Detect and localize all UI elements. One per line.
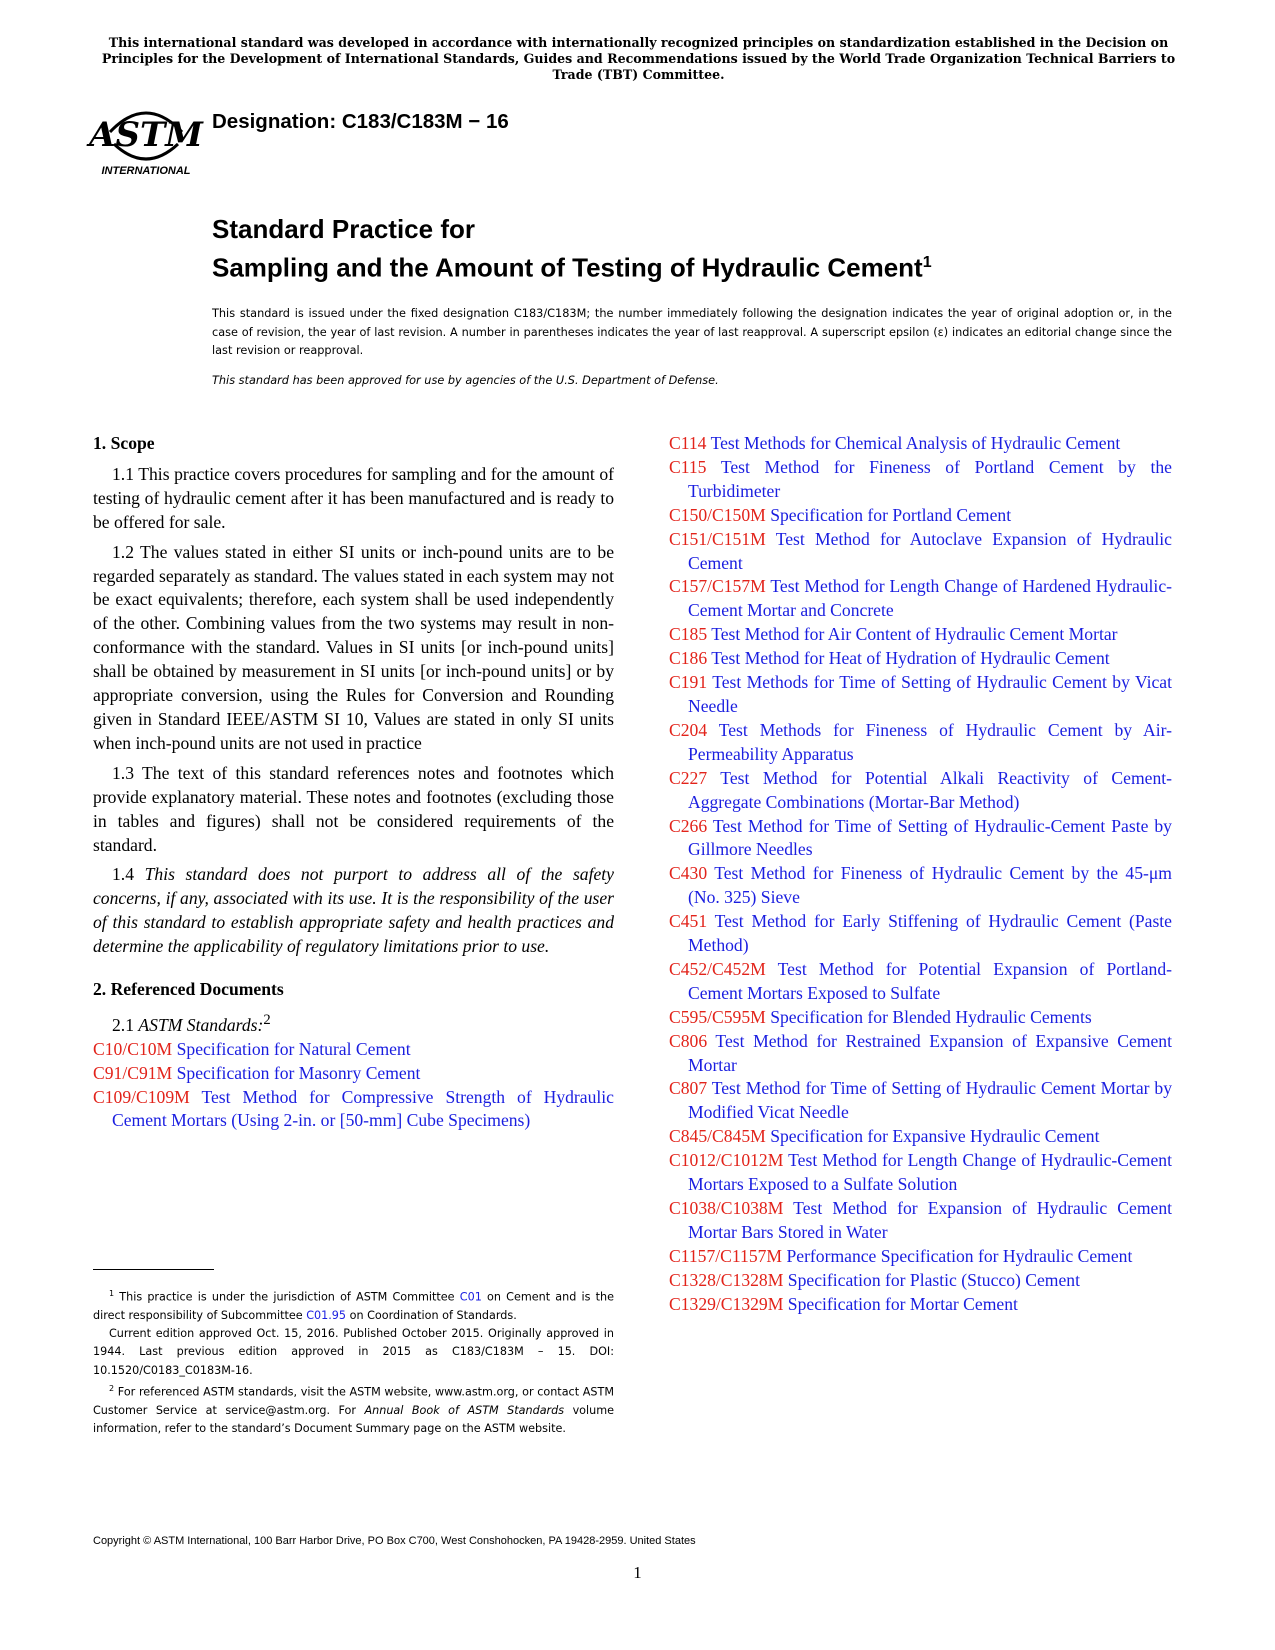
footnote-2-text-2: volume information, refer to the standard’s Document Summary page on the ASTM website.: [93, 1403, 615, 1435]
designation: Designation: C183/C183M − 16: [212, 110, 509, 133]
reference-code-link[interactable]: C266: [669, 815, 708, 836]
footnote-1-text: This practice is under the jurisdiction of ASTM Committee: [119, 1290, 455, 1304]
reference-title-link[interactable]: Test Method for Fineness of Portland Cement by the Turbidimeter: [688, 456, 1172, 501]
reference-title-link[interactable]: Test Method for Compressive Strength of Hydraulic Cement Mortars (Using 2-in. or [50-mm] Cube Specimens): [112, 1086, 614, 1131]
reference-title-link[interactable]: Test Method for Time of Setting of Hydraulic Cement Mortar by Modified Vicat Needle: [688, 1078, 1172, 1123]
reference-item: [669, 1269, 1172, 1293]
paragraph-1-4: [93, 863, 614, 959]
paragraph-1-4-text: This standard does not purport to address all of the safety concerns, if any, associated with its use. It is the responsibility of the user of this standard to establish appropriate safety and health practices and determine the applicability of regulatory limitations prior to use.: [93, 864, 614, 957]
reference-item: [93, 1086, 614, 1134]
footnote-2-italic: Annual Book of ASTM Standards: [364, 1403, 565, 1417]
footnote-divider: [93, 1269, 214, 1270]
reference-item: [669, 815, 1172, 863]
reference-title-link[interactable]: Specification for Mortar Cement: [787, 1293, 1018, 1314]
reference-code-link[interactable]: C452/C452M: [669, 958, 766, 979]
svg-text:ASTM: ASTM: [89, 115, 203, 155]
reference-item: [669, 1245, 1172, 1269]
reference-title-link[interactable]: Test Method for Expansion of Hydraulic Cement Mortar Bars Stored in Water: [688, 1198, 1172, 1242]
title-main: Sampling and the Amount of Testing of Hydraulic Cement: [212, 252, 923, 283]
reference-title-link[interactable]: Test Methods for Chemical Analysis of Hydraulic Cement: [710, 433, 1121, 453]
intro-note: This standard is issued under the fixed designation C183/C183M; the number immediately following the designation indicates the year of original adoption or, in the case of revision, the year of last revision. A number in parentheses indicates the year of last reapproval. A superscript epsilon (ε) indicates an editorial change since the last revision or reapproval.: [212, 307, 1172, 357]
footnote-1-text-2: on Cement and is the direct responsibility of Subcommittee: [93, 1290, 614, 1322]
reference-code-link[interactable]: C451: [669, 911, 708, 932]
reference-code-link[interactable]: C115: [669, 456, 707, 477]
reference-code-link[interactable]: C204: [669, 719, 708, 740]
reference-item: [669, 432, 1172, 456]
reference-code-link[interactable]: C10/C10M: [93, 1038, 173, 1059]
astm-logo: [89, 88, 203, 180]
reference-list-right: [669, 432, 1172, 1317]
reference-code-link[interactable]: C91/C91M: [93, 1062, 173, 1083]
reference-code-link[interactable]: C806: [669, 1030, 708, 1051]
reference-title-link[interactable]: Specification for Natural Cement: [176, 1038, 411, 1059]
reference-title-link[interactable]: Test Method for Potential Alkali Reactivity of Cement-Aggregate Combinations (Mortar-Bar Method): [688, 767, 1172, 812]
reference-item: [93, 1062, 614, 1086]
reference-title-link[interactable]: Test Method for Potential Expansion of Portland-Cement Mortars Exposed to Sulfate: [688, 958, 1172, 1003]
reference-code-link[interactable]: C595/C595M: [669, 1006, 766, 1027]
reference-title-link[interactable]: Test Method for Time of Setting of Hydraulic-Cement Paste by Gillmore Needles: [688, 815, 1172, 860]
reference-code-link[interactable]: C845/C845M: [669, 1126, 766, 1147]
reference-item: [669, 647, 1172, 671]
reference-title-link[interactable]: Test Method for Autoclave Expansion of Hydraulic Cement: [688, 528, 1172, 573]
reference-item: [669, 1030, 1172, 1078]
reference-item: [669, 767, 1172, 815]
section-2-heading: 2. Referenced Documents: [93, 979, 284, 1000]
reference-item: [93, 1038, 614, 1062]
footnote-2-mark: 2: [109, 1383, 115, 1393]
reference-item: [669, 1197, 1172, 1245]
reference-title-link[interactable]: Specification for Masonry Cement: [176, 1062, 421, 1083]
reference-item: [669, 456, 1172, 504]
section-1-heading: 1. Scope: [93, 433, 155, 453]
reference-code-link[interactable]: C1329/C1329M: [669, 1293, 784, 1314]
reference-code-link[interactable]: C430: [669, 863, 708, 884]
reference-item: [669, 910, 1172, 958]
paragraph-1-1: 1.1 This practice covers procedures for sampling and for the amount of testing of hydraulic cement after it has been manufactured and is ready to be offered for sale.: [93, 463, 614, 532]
reference-code-link[interactable]: C109/C109M: [93, 1086, 190, 1107]
reference-item: [669, 671, 1172, 719]
svg-text:INTERNATIONAL: INTERNATIONAL: [101, 165, 191, 177]
reference-item: [669, 862, 1172, 910]
reference-item: [669, 1125, 1172, 1149]
reference-code-link[interactable]: C1012/C1012M: [669, 1150, 784, 1171]
reference-item: [669, 1006, 1172, 1030]
footnote-2: [93, 1380, 614, 1438]
subsection-2-1: [93, 1009, 614, 1038]
footnote-1: [93, 1285, 614, 1325]
paragraph-1-2: 1.2 The values stated in either SI units or inch-pound units are to be regarded separately as standard. The values stated in each system may not be exact equivalents; therefore, each system shall be used independently of the other. Combining values from the two systems may result in non-conformance with the standard. Values in SI units [or inch-pound units] shall be obtained by measurement in SI units [or inch-pound units] or by appropriate conversion, using the Rules for Conversion and Rounding given in Standard IEEE/ASTM SI 10, Values are stated in only SI units when inch-pound units are not used in practice: [93, 541, 614, 753]
reference-title-link[interactable]: Performance Specification for Hydraulic Cement: [786, 1245, 1133, 1266]
reference-code-link[interactable]: C1328/C1328M: [669, 1269, 784, 1290]
reference-item: [669, 623, 1172, 647]
footnotes: [93, 1285, 614, 1438]
reference-item: [669, 719, 1172, 767]
reference-code-link[interactable]: C227: [669, 767, 708, 788]
reference-title-link[interactable]: Specification for Plastic (Stucco) Cement: [787, 1269, 1080, 1290]
reference-title-link[interactable]: Test Method for Length Change of Hydraulic-Cement Mortars Exposed to a Sulfate Solution: [688, 1150, 1172, 1195]
reference-title-link[interactable]: Test Method for Air Content of Hydraulic Cement Mortar: [711, 624, 1118, 645]
reference-code-link[interactable]: C807: [669, 1078, 708, 1099]
reference-title-link[interactable]: Test Method for Heat of Hydration of Hydraulic Cement: [711, 648, 1110, 669]
dod-approval-note: This standard has been approved for use by agencies of the U.S. Department of Defense.: [212, 374, 719, 387]
reference-item: [669, 575, 1172, 623]
subsection-2-1-footnote-mark: 2: [263, 1011, 271, 1028]
reference-code-link[interactable]: C1038/C1038M: [669, 1198, 784, 1218]
reference-item: [669, 528, 1172, 576]
reference-item: [669, 1293, 1172, 1317]
paragraph-1-3: 1.3 The text of this standard references notes and footnotes which provide explanatory material. These notes and footnotes (excluding those in tables and figures) shall not be considered requirements of the standard.: [93, 762, 614, 855]
reference-item: [669, 958, 1172, 1006]
reference-title-link[interactable]: Specification for Blended Hydraulic Cements: [770, 1006, 1092, 1027]
paragraph-1-4-number: 1.4: [112, 864, 134, 885]
reference-code-link[interactable]: C150/C150M: [669, 504, 766, 525]
reference-list-left: [93, 1038, 614, 1134]
reference-title-link[interactable]: Test Method for Early Stiffening of Hydraulic Cement (Paste Method): [688, 911, 1172, 956]
footnote-1-text-3: on Coordination of Standards.: [349, 1308, 517, 1322]
reference-title-link[interactable]: Specification for Expansive Hydraulic Cement: [770, 1126, 1100, 1147]
subcommittee-link[interactable]: C01.95: [306, 1308, 347, 1322]
document-title: [212, 213, 932, 285]
reference-title-link[interactable]: Test Methods for Time of Setting of Hydraulic Cement by Vicat Needle: [688, 672, 1172, 716]
footnote-1-mark: 1: [109, 1289, 115, 1298]
copyright-notice: Copyright © ASTM International, 100 Barr Harbor Drive, PO Box C700, West Conshohocken, PA 19428-2959. United States: [93, 1535, 696, 1547]
reference-title-link[interactable]: Specification for Portland Cement: [770, 504, 1012, 525]
reference-code-link[interactable]: C1157/C1157M: [669, 1245, 783, 1266]
reference-item: [669, 1149, 1172, 1197]
title-line-2: [212, 246, 932, 285]
reference-code-link[interactable]: C151/C151M: [669, 528, 766, 549]
title-footnote-mark: 1: [922, 254, 932, 271]
reference-code-link[interactable]: C185: [669, 624, 708, 645]
subsection-2-1-number: 2.1: [112, 1014, 134, 1035]
wto-banner: This international standard was developed in accordance with internationally recognized principles on standardization established in the Decision on Principles for the Development of International Standards, Guides and Recommendations issued by the World Trade Organization Technical Barriers to Trade (TBT) Committee.: [101, 35, 1176, 82]
subsection-2-1-label: ASTM Standards:: [138, 1014, 264, 1035]
footnote-2-text: For referenced ASTM standards, visit the ASTM website, www.astm.org, or contact ASTM Customer Service at service@astm.org. For: [93, 1385, 615, 1417]
reference-code-link[interactable]: C191: [669, 672, 708, 693]
reference-code-link[interactable]: C114: [669, 433, 707, 453]
reference-item: [669, 504, 1172, 528]
committee-link[interactable]: C01: [459, 1290, 482, 1304]
reference-title-link[interactable]: Test Method for Length Change of Hardened Hydraulic-Cement Mortar and Concrete: [688, 576, 1172, 621]
title-line-1: Standard Practice for: [212, 214, 475, 244]
reference-code-link[interactable]: C157/C157M: [669, 576, 766, 597]
reference-title-link[interactable]: Test Methods for Fineness of Hydraulic Cement by Air-Permeability Apparatus: [688, 719, 1172, 764]
footnote-1-edition: Current edition approved Oct. 15, 2016. Published October 2015. Originally approved in 1944. Last previous edition approved in 2015 as C183/C183M – 15. DOI: 10.1520/C0183_C0183M-16.: [93, 1327, 614, 1377]
reference-item: [669, 1077, 1172, 1125]
reference-title-link[interactable]: Test Method for Restrained Expansion of Expansive Cement Mortar: [688, 1030, 1172, 1075]
left-column: [93, 432, 614, 1133]
right-column: [669, 432, 1172, 1317]
reference-code-link[interactable]: C186: [669, 648, 708, 669]
page-number: 1: [633, 1563, 642, 1582]
reference-title-link[interactable]: Test Method for Fineness of Hydraulic Cement by the 45-μm (No. 325) Sieve: [688, 863, 1172, 908]
